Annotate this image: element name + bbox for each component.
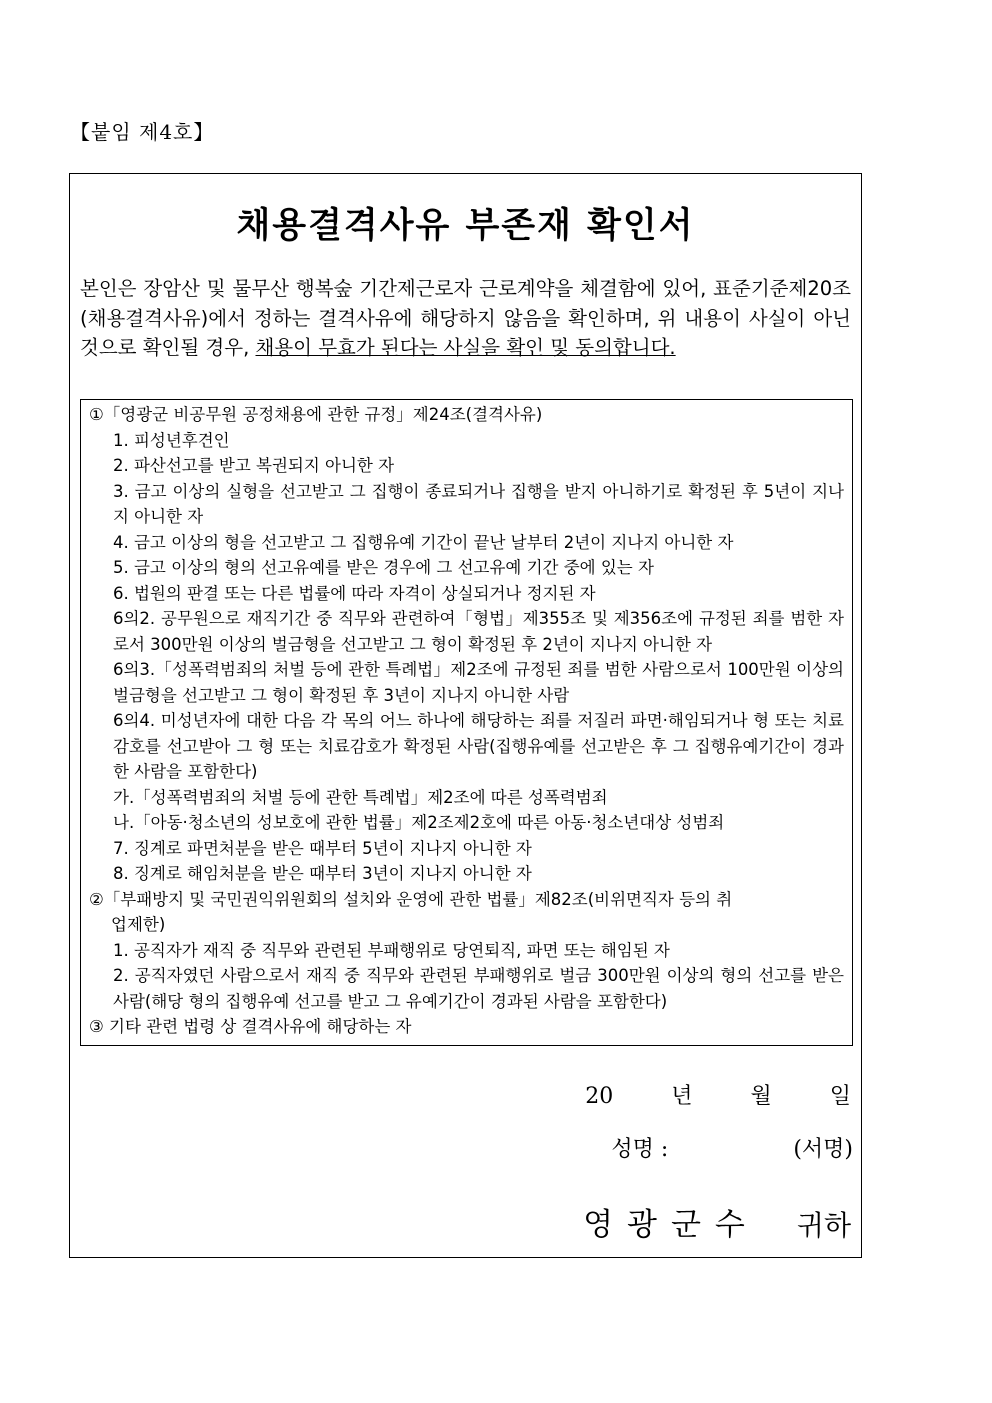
intro-paragraph — [80, 274, 851, 363]
list-item: 2. 파산선고를 받고 복권되지 아니한 자 — [113, 456, 395, 475]
list-item: 가.「성폭력범죄의 처벌 등에 관한 특례법」제2조에 따른 성폭력범죄 — [113, 787, 608, 807]
signature-line — [611, 1132, 853, 1163]
section1-heading: ①「영광군 비공무원 공정채용에 관한 규정」제24조(결격사유) — [89, 405, 543, 424]
intro-consent-underlined: 채용이 무효가 된다는 사실을 확인 및 동의합니다. — [255, 336, 676, 359]
list-item: 6의4. 미성년자에 대한 다음 각 목의 어느 하나에 해당하는 죄를 저질러 파면·해임되거나 형 또는 치료감호를 선고받아 그 형 또는 치료감호가 확정된 사람(집행유예를 선고받은 후 그 집행유예기간이 경과한 사람을 포함한다) — [113, 711, 844, 781]
year-label: 년 — [671, 1084, 693, 1109]
list-item: 8. 징계로 해임처분을 받은 때부터 3년이 지나지 아니한 자 — [113, 864, 532, 883]
list-item: 6의2. 공무원으로 재직기간 중 직무와 관련하여「형법」제355조 및 제356조에 규정된 죄를 범한 자로서 300만원 이상의 벌금형을 선고받고 그 형이 확정된 후 2년이 지나지 아니한 자 — [113, 609, 844, 654]
list-item: 나.「아동·청소년의 성보호에 관한 법률」제2조제2호에 따른 아동·청소년대상 성범죄 — [113, 813, 725, 832]
document-title: 채용결격사유 부존재 확인서 — [236, 206, 695, 246]
disqualification-box — [80, 399, 853, 1046]
list-item: 7. 징계로 파면처분을 받은 때부터 5년이 지나지 아니한 자 — [113, 838, 532, 858]
section2-heading-continued: 업제한) — [111, 915, 166, 934]
attachment-label: 【붙임 제4호】 — [70, 120, 215, 144]
section3-heading: ③ 기타 관련 법령 상 결격사유에 해당하는 자 — [89, 1017, 412, 1036]
list-item: 5. 금고 이상의 형의 선고유예를 받은 경우에 그 선고유예 기간 중에 있는 자 — [113, 558, 654, 577]
list-item: 6의3.「성폭력범죄의 처벌 등에 관한 특례법」제2조에 규정된 죄를 범한 사람으로서 100만원 이상의 벌금형을 선고받고 그 형이 확정된 후 3년이 지나지 아니한 사람 — [113, 660, 844, 705]
form-frame — [69, 173, 862, 1258]
recipient-line — [583, 1199, 851, 1244]
month-label: 월 — [750, 1084, 772, 1109]
recipient-org: 영광군수 — [583, 1207, 759, 1243]
list-item: 3. 금고 이상의 실형을 선고받고 그 집행이 종료되거나 집행을 받지 아니하기로 확정된 후 5년이 지나지 아니한 자 — [113, 481, 844, 526]
signature-mark: (서명) — [793, 1137, 853, 1162]
recipient-suffix: 귀하 — [796, 1209, 851, 1242]
list-item: 4. 금고 이상의 형을 선고받고 그 집행유예 기간이 끝난 날부터 2년이 지나지 아니한 자 — [113, 532, 734, 552]
date-line — [585, 1079, 851, 1110]
intro-text: 본인은 장암산 및 물무산 행복숲 기간제근로자 근로계약을 체결함에 있어, 표준기준제20조(채용결격사유)에서 정하는 결격사유에 해당하지 않음을 확인하며, 위 내용이 사실이 아닌 것으로 확인될 경우, — [80, 277, 851, 359]
section2-heading: ②「부패방지 및 국민권익위원회의 설치와 운영에 관한 법률」제82조(비위면직자 등의 취 — [89, 889, 733, 909]
list-item: 1. 피성년후견인 — [113, 430, 230, 450]
signature-label: 성명 : — [611, 1137, 669, 1162]
list-item: 1. 공직자가 재직 중 직무와 관련된 부패행위로 당연퇴직, 파면 또는 해임된 자 — [113, 940, 670, 960]
list-item: 6. 법원의 판결 또는 다른 법률에 따라 자격이 상실되거나 정지된 자 — [113, 583, 596, 603]
year-prefix: 20 — [585, 1084, 614, 1109]
day-label: 일 — [829, 1084, 851, 1109]
list-item: 2. 공직자였던 사람으로서 재직 중 직무와 관련된 부패행위로 벌금 300만원 이상의 형의 선고를 받은 사람(해당 형의 집행유예 선고를 받고 그 유예기간이 경과된 사람을 포함한다) — [113, 966, 844, 1011]
